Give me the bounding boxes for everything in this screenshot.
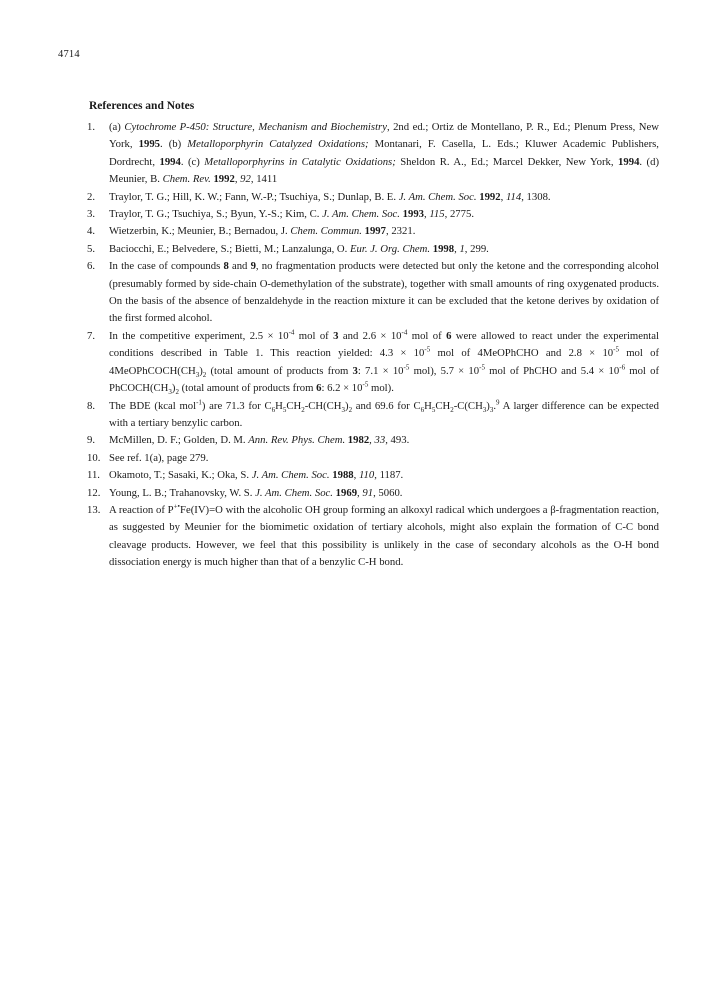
reference-text-segment: -4 bbox=[401, 328, 408, 337]
reference-text-segment: A larger difference can be expected with a tertiary benzylic carbon. bbox=[109, 399, 659, 429]
reference-text-segment: Traylor, T. G.; Tsuchiya, S.; Byun, Y.-S.; Kim, C. bbox=[109, 208, 323, 221]
page-number: 4714 bbox=[58, 49, 80, 60]
reference-number: 9. bbox=[87, 434, 96, 447]
reference-text-segment: : 6.2 × 10 bbox=[321, 382, 363, 395]
reference-text-segment: mol of PhCHO and 5.4 × 10 bbox=[484, 364, 620, 377]
reference-text bbox=[109, 328, 660, 397]
reference-number: 7. bbox=[87, 329, 96, 342]
reference-text bbox=[109, 487, 402, 499]
reference-text-segment: 9 bbox=[496, 397, 500, 406]
reference-text-segment: Baciocchi, E.; Belvedere, S.; Bietti, M.; Lanzalunga, O. bbox=[109, 242, 350, 255]
reference-text-segment: mol of bbox=[407, 329, 447, 342]
reference-text-segment: , bbox=[234, 173, 241, 186]
reference-text-segment: ) bbox=[199, 364, 203, 377]
reference-text-segment: (a) bbox=[109, 121, 125, 133]
reference-text-segment: 2 bbox=[450, 405, 454, 414]
reference-text-segment: 1993 bbox=[402, 208, 425, 221]
reference-text bbox=[109, 469, 403, 481]
reference-text-segment: Metalloporphyrins in Catalytic Oxidations; bbox=[204, 155, 396, 168]
reference-text-segment: 9 bbox=[250, 260, 256, 273]
reference-text-segment: , 2321. bbox=[385, 225, 416, 238]
reference-text bbox=[109, 260, 659, 324]
reference-text-segment: Chem. Rev. bbox=[162, 173, 211, 186]
reference-text-segment: 5 bbox=[431, 405, 436, 414]
reference-item bbox=[87, 502, 659, 572]
reference-text-segment: -5 bbox=[424, 345, 431, 354]
reference-text-segment: 115 bbox=[429, 208, 445, 221]
reference-text-segment: 2 bbox=[175, 388, 179, 397]
reference-text-segment: 5 bbox=[282, 405, 287, 414]
reference-text-segment: 3 bbox=[341, 405, 346, 414]
reference-text-segment: -4 bbox=[288, 328, 295, 337]
reference-text-segment: -C(CH bbox=[453, 399, 483, 412]
reference-text-segment: Sheldon R. A., Ed.; Marcel Dekker, New York, bbox=[395, 155, 619, 168]
reference-text-segment: mol). bbox=[368, 382, 394, 395]
reference-text-segment: The BDE (kcal mol bbox=[109, 399, 197, 412]
reference-text-segment: (total amount of products from bbox=[206, 364, 353, 377]
reference-text-segment: 1994 bbox=[159, 155, 181, 168]
reference-text-segment: 33 bbox=[374, 434, 386, 447]
reference-text-segment: ) bbox=[171, 382, 176, 395]
reference-text-segment: -5 bbox=[613, 345, 619, 354]
reference-text-segment: 3 bbox=[489, 405, 494, 414]
reference-text-segment: 114 bbox=[505, 190, 522, 203]
reference-text-segment: 6 bbox=[446, 329, 452, 342]
reference-number: 5. bbox=[87, 242, 96, 255]
reference-text-segment: -5 bbox=[479, 363, 485, 372]
reference-text-segment: 3 bbox=[352, 364, 358, 377]
reference-item bbox=[87, 328, 659, 398]
reference-text-segment: mol of 4MeOPhCOCH(CH bbox=[109, 347, 660, 377]
reference-number: 3. bbox=[87, 208, 96, 221]
reference-text-segment: -5 bbox=[403, 363, 410, 372]
reference-text-segment: Chem. Commun. bbox=[290, 225, 362, 238]
reference-text-segment: . (c) bbox=[180, 155, 205, 168]
reference-text-segment: , 1187. bbox=[374, 469, 404, 482]
reference-text-segment: 2 bbox=[301, 405, 305, 414]
reference-text-segment: 1998 bbox=[432, 242, 455, 255]
reference-text-segment: ) are 71.3 for C bbox=[201, 399, 272, 412]
reference-text-segment: and 69.6 for C bbox=[352, 399, 421, 412]
reference-text-segment: Ann. Rev. Phys. Chem. bbox=[248, 434, 346, 447]
reference-text bbox=[109, 434, 409, 446]
reference-text-segment: , bbox=[369, 434, 375, 447]
reference-text-segment: Fe(IV)=O with the alcoholic OH group forming an alkoxyl radical which undergoes a β-fragmentation reaction, as suggested by Meunier for the biomimetic oxidation of tertiary alcohols, might also explain the formation of C-C bond cleavage products. However, we feel that this possibility is unlikely in the case of secondary alcohols as the O-H bond dissociation energy is much higher than that of a benzylic C-H bond. bbox=[109, 503, 660, 569]
reference-text-segment: Cytochrome P-450: Structure, Mechanism and Biochemistry bbox=[124, 121, 387, 133]
reference-text-segment: In the case of compounds bbox=[109, 260, 224, 273]
reference-text-segment: 3 bbox=[195, 370, 200, 379]
reference-item bbox=[87, 432, 659, 449]
reference-text-segment: . bbox=[493, 399, 497, 412]
reference-text-segment: 6 bbox=[420, 405, 425, 414]
reference-text-segment: , no fragmentation products were detected but only the ketone and the corresponding alcohol (presumably formed by side-chain O-demethylation of the substrate), together with small amounts of ring oxygenated products. On the basis of the absence of benzaldehyde in the reaction mixture it can be excluded that the ketone derives by oxidation of the first formed alcohol. bbox=[109, 260, 660, 325]
reference-text bbox=[109, 504, 659, 568]
reference-item bbox=[87, 223, 659, 240]
reference-text-segment: Traylor, T. G.; Hill, K. W.; Fann, W.-P.; Tsuchiya, S.; Dunlap, B. E. bbox=[109, 190, 399, 203]
reference-text-segment: 6 bbox=[271, 405, 276, 414]
references-section bbox=[87, 99, 659, 572]
reference-text-segment: 1969 bbox=[335, 486, 358, 499]
reference-text-segment: Metalloporphyrin Catalyzed Oxidations; bbox=[187, 138, 369, 151]
reference-number: 12. bbox=[87, 486, 101, 499]
reference-text bbox=[109, 243, 489, 255]
reference-text-segment: and 2.6 × 10 bbox=[338, 329, 402, 342]
reference-text-segment: 1995 bbox=[138, 138, 160, 151]
reference-number: 1. bbox=[87, 121, 96, 133]
reference-item bbox=[87, 189, 659, 206]
reference-number: 8. bbox=[87, 399, 96, 412]
reference-text-segment: 92 bbox=[240, 173, 251, 186]
reference-text-segment: J. Am. Chem. Soc. bbox=[322, 208, 400, 221]
reference-text-segment: , 1308. bbox=[521, 190, 551, 203]
reference-text-segment: mol of 4MeOPhCHO and 2.8 × 10 bbox=[430, 347, 614, 360]
reference-text bbox=[109, 397, 659, 429]
reference-item bbox=[87, 119, 659, 189]
reference-text-segment: and bbox=[228, 260, 251, 273]
reference-text-segment: (total amount of products from bbox=[178, 382, 317, 395]
reference-text-segment: H bbox=[275, 399, 283, 412]
reference-text-segment: , bbox=[357, 486, 363, 499]
reference-text-segment: , 299. bbox=[464, 242, 489, 255]
reference-number: 10. bbox=[87, 451, 101, 464]
reference-text-segment: Okamoto, T.; Sasaki, K.; Oka, S. bbox=[109, 469, 252, 482]
reference-text bbox=[109, 121, 659, 185]
reference-text-segment: McMillen, D. F.; Golden, D. M. bbox=[109, 434, 249, 447]
reference-text-segment: -1 bbox=[196, 397, 202, 406]
reference-item bbox=[87, 258, 659, 328]
reference-number: 4. bbox=[87, 225, 96, 238]
reference-number: 6. bbox=[87, 260, 96, 273]
reference-text-segment: 1997 bbox=[364, 225, 386, 238]
reference-text-segment: , 1411 bbox=[250, 173, 278, 186]
reference-text bbox=[109, 191, 551, 203]
reference-text-segment: 1 bbox=[459, 242, 465, 255]
reference-text-segment: . (d) Meunier, B. bbox=[109, 155, 659, 186]
reference-text-segment: Montanari, F. Casella, L. Eds.; Kluwer Academic Publishers, Dordrecht, bbox=[109, 138, 659, 168]
reference-text-segment: 1994 bbox=[618, 155, 640, 168]
reference-text-segment: Eur. J. Org. Chem. bbox=[350, 242, 431, 255]
reference-text-segment: +• bbox=[173, 502, 181, 511]
reference-text-segment: 91 bbox=[362, 486, 374, 499]
reference-text-segment: J. Am. Chem. Soc. bbox=[398, 190, 477, 203]
reference-text-segment: CH bbox=[435, 399, 451, 412]
reference-text-segment: 2 bbox=[348, 405, 353, 414]
reference-text-segment: 3 bbox=[333, 329, 339, 342]
reference-text-segment: Wietzerbin, K.; Meunier, B.; Bernadou, J. bbox=[109, 225, 291, 238]
reference-text-segment: -6 bbox=[619, 363, 626, 372]
reference-text-segment: , bbox=[454, 242, 460, 255]
reference-item bbox=[87, 241, 659, 258]
reference-text-segment: 110 bbox=[358, 469, 375, 482]
reference-text-segment: In the competitive experiment, 2.5 × 10 bbox=[109, 329, 289, 342]
reference-text-segment: See ref. 1(a), page 279. bbox=[109, 451, 209, 464]
reference-text bbox=[109, 225, 415, 237]
reference-item bbox=[87, 398, 659, 433]
reference-text-segment: were allowed to react under the experimental conditions described in Table 1. This reaction yielded: 4.3 × 10 bbox=[109, 329, 659, 360]
reference-text-segment: 1982 bbox=[347, 434, 370, 447]
reference-text-segment: Young, L. B.; Trahanovsky, W. S. bbox=[109, 486, 256, 499]
reference-text-segment: 3 bbox=[482, 405, 487, 414]
reference-text-segment: J. Am. Chem. Soc. bbox=[251, 469, 330, 482]
reference-text-segment: : 7.1 × 10 bbox=[357, 364, 404, 377]
reference-text-segment: . (b) bbox=[160, 138, 188, 151]
reference-number: 13. bbox=[87, 503, 101, 516]
reference-item bbox=[87, 450, 659, 467]
reference-item bbox=[87, 485, 659, 502]
reference-text bbox=[109, 208, 474, 220]
reference-text-segment: 1988 bbox=[332, 469, 354, 482]
reference-text-segment: A reaction of P bbox=[109, 503, 174, 516]
reference-text-segment: , bbox=[500, 190, 506, 203]
reference-text-segment: -CH(CH bbox=[304, 399, 342, 412]
reference-text-segment: 1992 bbox=[213, 173, 235, 186]
references-heading: References and Notes bbox=[89, 100, 195, 112]
reference-item bbox=[87, 467, 659, 484]
reference-text-segment: , 5060. bbox=[373, 486, 403, 499]
reference-text-segment: mol of PhCOCH(CH bbox=[109, 364, 660, 395]
reference-text-segment: mol of bbox=[294, 329, 334, 342]
reference-text-segment: , bbox=[424, 208, 430, 221]
reference-text-segment: mol), 5.7 × 10 bbox=[409, 364, 480, 377]
reference-text-segment: 6 bbox=[316, 382, 322, 395]
reference-text-segment: J. Am. Chem. Soc. bbox=[255, 486, 333, 499]
reference-item bbox=[87, 206, 659, 223]
reference-text-segment: H bbox=[424, 399, 432, 412]
reference-text-segment: 8 bbox=[223, 260, 229, 273]
reference-number: 11. bbox=[87, 469, 100, 482]
reference-text-segment: , 2nd ed.; Ortiz de Montellano, P. R., Ed.; Plenum Press, New York, bbox=[109, 121, 659, 151]
reference-text-segment: 3 bbox=[168, 388, 172, 397]
reference-text-segment: ) bbox=[486, 399, 490, 412]
reference-text-segment: -5 bbox=[362, 380, 369, 389]
reference-text-segment: CH bbox=[286, 399, 302, 412]
reference-text bbox=[109, 452, 208, 464]
reference-text-segment: , 2775. bbox=[444, 208, 474, 221]
reference-text-segment: ) bbox=[345, 399, 349, 412]
reference-number: 2. bbox=[87, 190, 96, 203]
reference-text-segment: , 493. bbox=[385, 434, 410, 447]
reference-text-segment: , bbox=[353, 469, 359, 482]
reference-text-segment: 2 bbox=[202, 370, 207, 379]
reference-list bbox=[87, 119, 659, 572]
reference-text-segment: 1992 bbox=[479, 190, 501, 203]
